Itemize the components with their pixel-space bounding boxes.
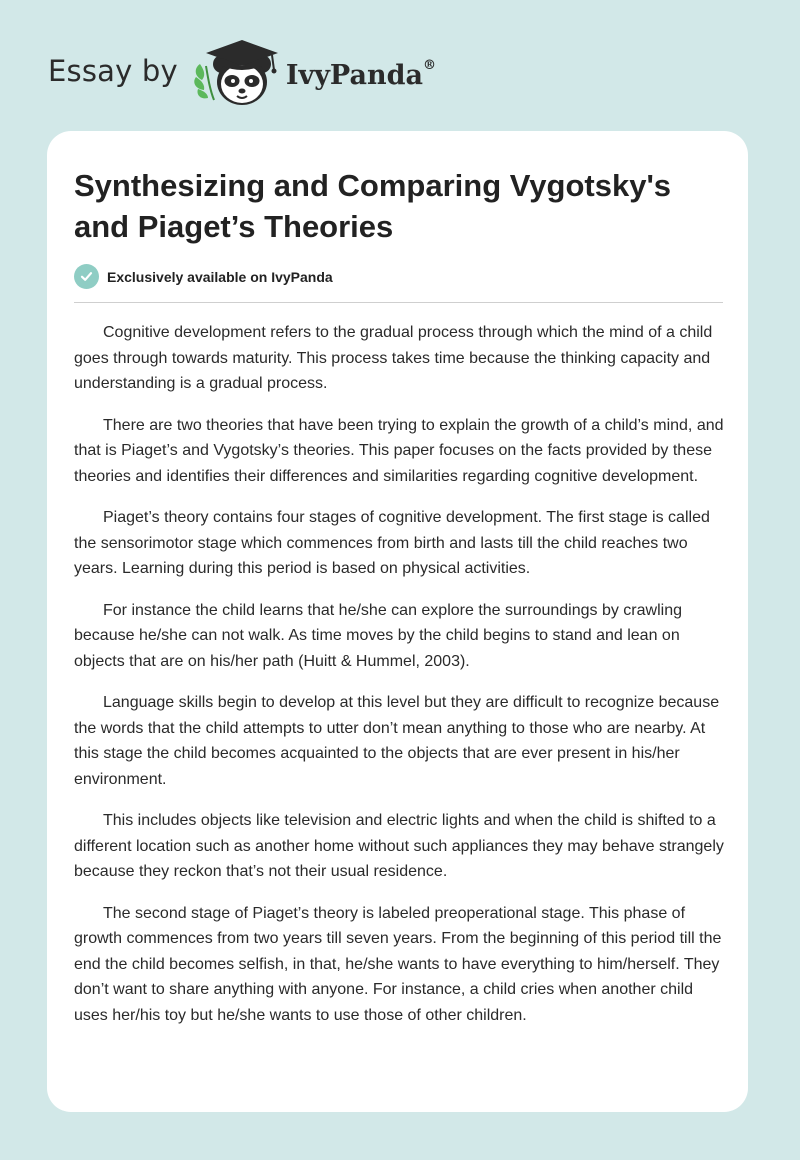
brand-text: IvyPanda bbox=[285, 59, 423, 91]
paragraph: Language skills begin to develop at this level but they are difficult to recognize because the words that the child attempts to utter don’t mean anything to those who are nearby. At this stage the child becomes acquainted to the objects that are ever present in his/her environment. bbox=[74, 694, 720, 788]
divider bbox=[74, 302, 723, 303]
brand-name bbox=[285, 57, 436, 91]
paragraph: The second stage of Piaget’s theory is labeled preoperational stage. This phase of growth commences from two years till seven years. From the beginning of this period till the end the child becomes selfish, in that, he/she wants to have everything to him/herself. They don’t want to share anything with anyone. For instance, a child cries when another child uses her/his toy but he/she wants to use those of other children. bbox=[74, 904, 722, 1024]
paragraph: This includes objects like television and electric lights and when the child is shifted to a different location such as another home without such appliances they may behave strangely because they reckon that’s not their usual residence. bbox=[74, 812, 724, 880]
paragraph: Piaget’s theory contains four stages of cognitive development. The first stage is called the sensorimotor stage which commences from birth and lasts till the child reaches two years. Learning during this period is based on physical activities. bbox=[74, 509, 710, 577]
page-title: Synthesizing and Comparing Vygotsky's and Piaget’s Theories bbox=[74, 168, 672, 244]
panda-graduate-icon bbox=[192, 36, 282, 112]
essay-by-label: Essay by bbox=[48, 54, 178, 88]
exclusive-badge bbox=[74, 264, 333, 289]
essay-body bbox=[74, 320, 724, 1044]
site-header bbox=[48, 34, 436, 114]
paragraph: For instance the child learns that he/she can explore the surroundings by crawling because he/she can not walk. As time moves by the child begins to stand and lean on objects that are on his/her path (Huitt & Hummel, 2003). bbox=[74, 601, 682, 670]
essay-card bbox=[47, 131, 748, 1112]
paragraph: Cognitive development refers to the gradual process through which the mind of a child goes through towards maturity. This process takes time because the thinking capacity and understanding is a gradual process. bbox=[74, 324, 713, 392]
paragraph: There are two theories that have been trying to explain the growth of a child’s mind, and that is Piaget’s and Vygotsky’s theories. This paper focuses on the facts provided by these theories and identifies their differences and similarities regarding cognitive development. bbox=[74, 416, 724, 485]
registered-mark: ® bbox=[422, 57, 436, 73]
check-circle-icon bbox=[74, 264, 99, 289]
badge-label: Exclusively available on IvyPanda bbox=[107, 268, 333, 285]
